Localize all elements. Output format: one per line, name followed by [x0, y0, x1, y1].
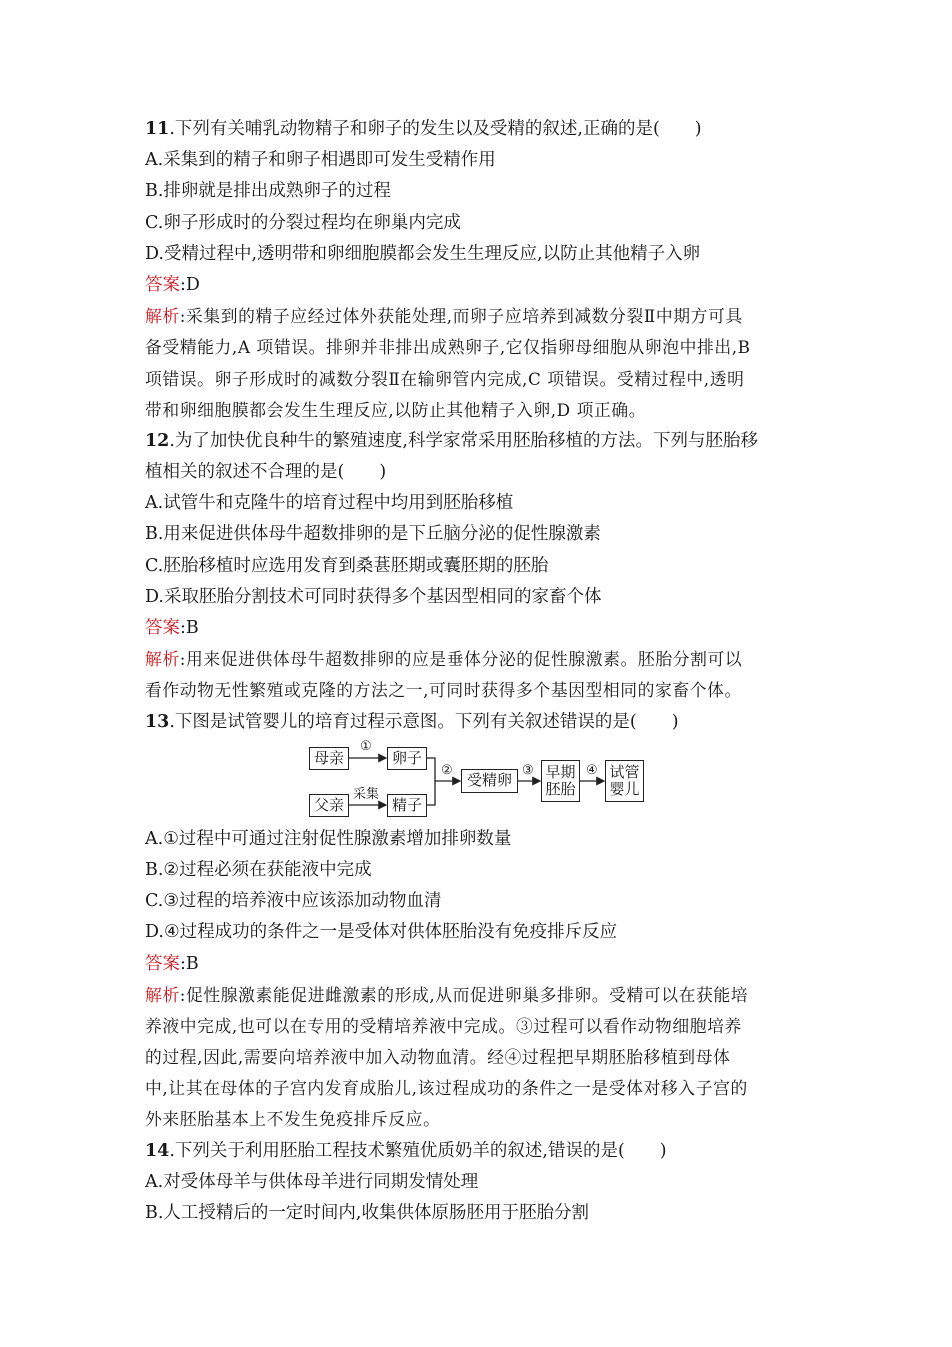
step-3-label: ③	[522, 762, 534, 778]
q11-explain-line-1	[145, 301, 810, 332]
answer-label: 答案	[145, 953, 180, 974]
q12-stem-line-1	[145, 426, 810, 457]
q13-explain-line-2: 养液中完成,也可以在专用的受精培养液中完成。③过程可以看作动物细胞培养	[145, 1015, 742, 1036]
q14-number: 14	[145, 1140, 170, 1161]
q11-stem-text: .下列有关哺乳动物精子和卵子的发生以及受精的叙述,正确的是( )	[169, 119, 702, 139]
question-page	[145, 114, 810, 1229]
q11-explain-line-4: 带和卵细胞膜都会发生生理反应,以防止其他精子入卵,D 项正确。	[145, 399, 647, 420]
q13-stem	[145, 707, 810, 738]
q13-explain-line-5: 外来胚胎基本上不发生免疫排斥反应。	[145, 1109, 441, 1130]
q12-option-d: D.采取胚胎分割技术可同时获得多个基因型相同的家畜个体	[145, 586, 602, 607]
q12-option-c: C.胚胎移植时应选用发育到桑葚胚期或囊胚期的胚胎	[145, 555, 549, 576]
sperm-box: 精子	[387, 794, 427, 817]
answer-label: 答案	[145, 618, 180, 638]
q11-answer	[145, 270, 810, 301]
q11-option-c: C.卵子形成时的分裂过程均在卵巢内完成	[145, 212, 461, 233]
q13-number: 13	[145, 711, 170, 732]
q11-option-d: D.受精过程中,透明带和卵细胞膜都会发生生理反应,以防止其他精子入卵	[145, 243, 701, 264]
explain-text: :促性腺激素能促进雌激素的形成,从而促进卵巢多排卵。受精可以在获能培	[179, 984, 749, 1005]
q13-option-a: A.①过程中可通过注射促性腺激素增加排卵数量	[145, 828, 512, 849]
q12-explain-line-2: 看作动物无性繁殖或克隆的方法之一,可同时获得多个基因型相同的家畜个体。	[145, 680, 742, 701]
q13-option-c: C.③过程的培养液中应该添加动物血清	[145, 891, 442, 912]
q14-stem	[145, 1136, 810, 1167]
q12-explain-line-1	[145, 644, 810, 675]
collect-label: 采集	[353, 786, 380, 802]
q11-number: 11	[145, 119, 170, 139]
ivf-process-diagram	[145, 740, 810, 822]
q14-stem-text: .下列关于利用胚胎工程技术繁殖优质奶羊的叙述,错误的是( )	[169, 1140, 667, 1161]
q11-explain-line-2: 备受精能力,A 项错误。排卵并非排出成熟卵子,它仅指卵母细胞从卵泡中排出,B	[145, 337, 751, 358]
q12-option-a: A.试管牛和克隆牛的培育过程中均用到胚胎移植	[145, 493, 514, 514]
egg-box: 卵子	[387, 747, 427, 770]
q13-explain-line-1	[145, 980, 810, 1011]
mother-box: 母亲	[309, 747, 349, 770]
q11-explain-line-3: 项错误。卵子形成时的减数分裂Ⅱ在输卵管内完成,C 项错误。受精过程中,透明	[145, 368, 745, 389]
explain-label: 解析	[145, 649, 180, 670]
q12-option-b: B.用来促进供体母牛超数排卵的是下丘脑分泌的促性腺激素	[145, 524, 601, 545]
explain-label: 解析	[145, 306, 180, 327]
q13-explain-line-4: 中,让其在母体的子宫内发育成胎儿,该过程成功的条件之一是受体对移入子宫的	[145, 1078, 748, 1099]
q13-explain-line-3: 的过程,因此,需要向培养液中加入动物血清。经④过程把早期胚胎移植到母体	[145, 1047, 731, 1068]
q14-option-b: B.人工授精后的一定时间内,收集供体原肠胚用于胚胎分割	[145, 1203, 589, 1223]
q12-stem-line-2: 植相关的叙述不合理的是( )	[145, 462, 387, 483]
q13-option-b: B.②过程必须在获能液中完成	[145, 859, 372, 880]
q13-answer	[145, 949, 810, 980]
q13-stem-text: .下图是试管婴儿的培育过程示意图。下列有关叙述错误的是( )	[169, 711, 679, 732]
early-embryo-box	[541, 760, 580, 802]
early-embryo-line-2: 胚胎	[545, 779, 576, 798]
q11-option-a: A.采集到的精子和卵子相遇即可发生受精作用	[145, 150, 496, 171]
fertilized-egg-box: 受精卵	[461, 769, 518, 793]
father-box: 父亲	[309, 794, 349, 817]
answer-value: :B	[180, 618, 199, 638]
q13-option-d: D.④过程成功的条件之一是受体对供体胚胎没有免疫排斥反应	[145, 922, 618, 943]
q12-answer	[145, 613, 810, 644]
q11-stem	[145, 114, 810, 145]
q12-number: 12	[145, 430, 170, 451]
test-tube-baby-line-1: 试管	[609, 762, 640, 781]
early-embryo-line-1: 早期	[545, 762, 576, 781]
step-2-label: ②	[441, 762, 453, 778]
step-4-label: ④	[586, 762, 598, 778]
answer-value: :D	[180, 274, 200, 295]
explain-text: :采集到的精子应经过体外获能处理,而卵子应培养到减数分裂Ⅱ中期方可具	[179, 306, 743, 327]
answer-value: :B	[180, 953, 199, 974]
test-tube-baby-line-2: 婴儿	[609, 779, 640, 798]
explain-label: 解析	[145, 984, 180, 1005]
step-1-label: ①	[360, 738, 372, 754]
test-tube-baby-box	[605, 760, 644, 802]
q12-stem-text: .为了加快优良种牛的繁殖速度,科学家常采用胚胎移植的方法。下列与胚胎移	[169, 430, 758, 451]
merge-bracket	[427, 758, 435, 805]
q11-option-b: B.排卵就是排出成熟卵子的过程	[145, 181, 391, 202]
q14-option-a: A.对受体母羊与供体母羊进行同期发情处理	[145, 1171, 479, 1192]
answer-label: 答案	[145, 274, 180, 295]
explain-text: :用来促进供体母牛超数排卵的应是垂体分泌的促性腺激素。胚胎分割可以	[179, 649, 743, 670]
